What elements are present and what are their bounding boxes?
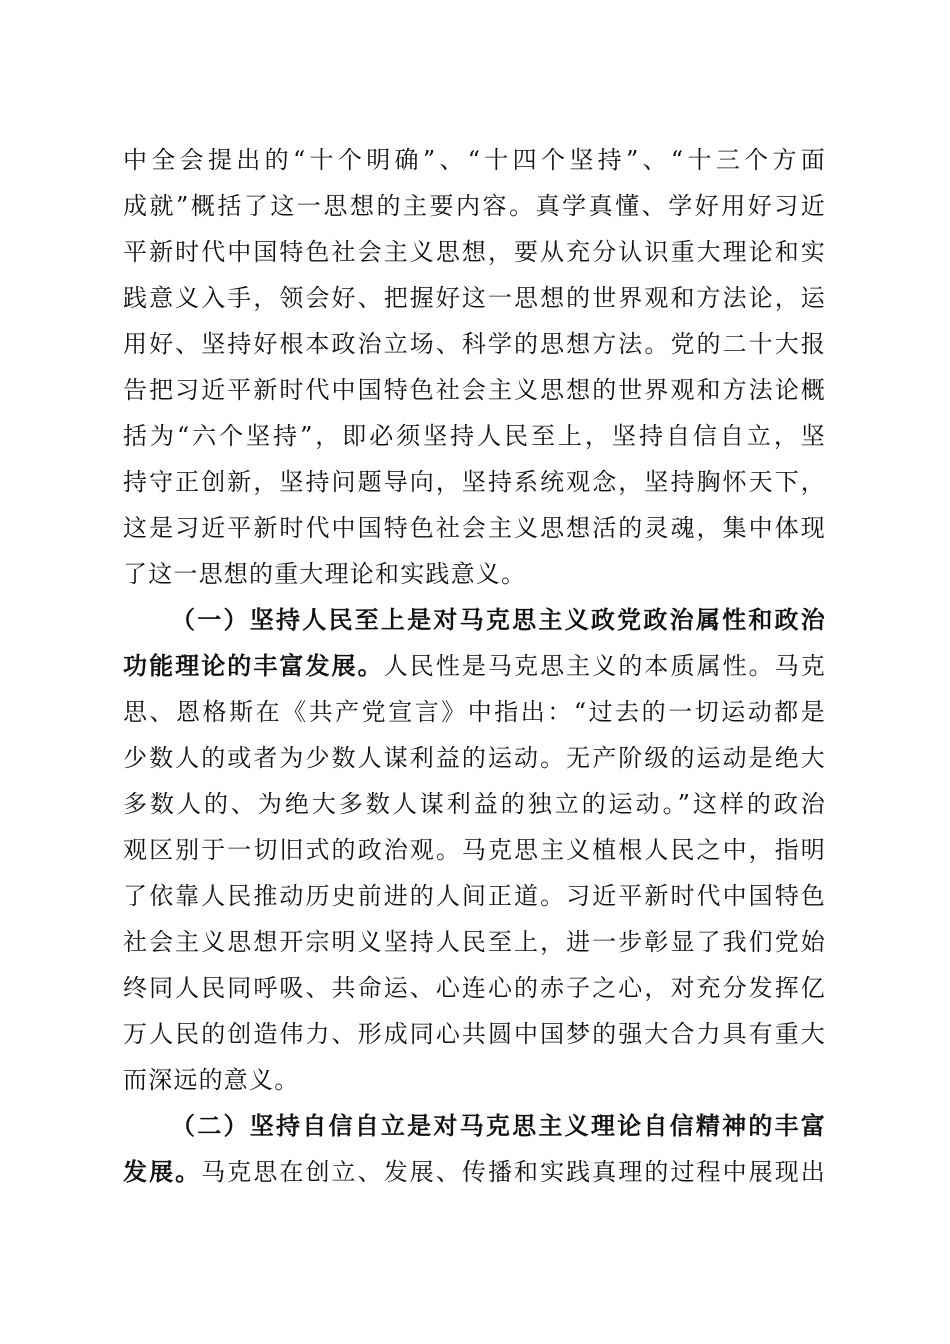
body-line: 括为“六个坚持”，即必须坚持人民至上，坚持自信自立，坚 (123, 422, 826, 450)
body-line: 少数人的或者为少数人谋利益的运动。无产阶级的运动是绝大 (123, 744, 826, 772)
body-line: 思、恩格斯在《共产党宣言》中指出：“过去的一切运动都是 (123, 698, 826, 726)
body-line: 中全会提出的“十个明确”、“十四个坚持”、“十三个方面 (123, 146, 826, 174)
section-1-heading-end: 功能理论的丰富发展。 (123, 651, 384, 680)
body-line: 践意义入手，领会好、把握好这一思想的世界观和方法论，运 (123, 284, 826, 312)
body-line: 观区别于一切旧式的政治观。马克思主义植根人民之中，指明 (123, 836, 826, 864)
body-line: 万人民的创造伟力、形成同心共圆中国梦的强大合力具有重大 (123, 1020, 826, 1048)
section-1-text: 人民性是马克思主义的本质属性。马克 (383, 652, 827, 680)
section-2-line (123, 1149, 826, 1195)
body-line: 这是习近平新时代中国特色社会主义思想活的灵魂，集中体现 (123, 514, 826, 542)
section-2-text: 马克思在创立、发展、传播和实践真理的过程中展现出 (201, 1158, 826, 1186)
section-2-heading-end: 发展。 (123, 1157, 202, 1186)
section-1-line (123, 643, 826, 689)
body-line: 终同人民同呼吸、共命运、心连心的赤子之心，对充分发挥亿 (123, 974, 826, 1002)
section-1-heading: （一）坚持人民至上是对马克思主义政党政治属性和政治 (171, 605, 826, 634)
body-line: 成就”概括了这一思想的主要内容。真学真懂、学好用好习近 (123, 192, 826, 220)
body-line: 多数人的、为绝大多数人谋利益的独立的运动。”这样的政治 (123, 790, 826, 818)
body-line: 社会主义思想开宗明义坚持人民至上，进一步彰显了我们党始 (123, 928, 826, 956)
body-line: 用好、坚持好根本政治立场、科学的思想方法。党的二十大报 (123, 330, 826, 358)
body-line: 告把习近平新时代中国特色社会主义思想的世界观和方法论概 (123, 376, 826, 404)
section-2-heading: （二）坚持自信自立是对马克思主义理论自信精神的丰富 (171, 1111, 826, 1140)
body-line: 了依靠人民推动历史前进的人间正道。习近平新时代中国特色 (123, 882, 826, 910)
body-line: 平新时代中国特色社会主义思想，要从充分认识重大理论和实 (123, 238, 826, 266)
body-line: 了这一思想的重大理论和实践意义。 (123, 560, 527, 588)
body-line: 而深远的意义。 (123, 1066, 300, 1094)
body-line: 持守正创新，坚持问题导向，坚持系统观念，坚持胸怀天下， (123, 468, 826, 496)
